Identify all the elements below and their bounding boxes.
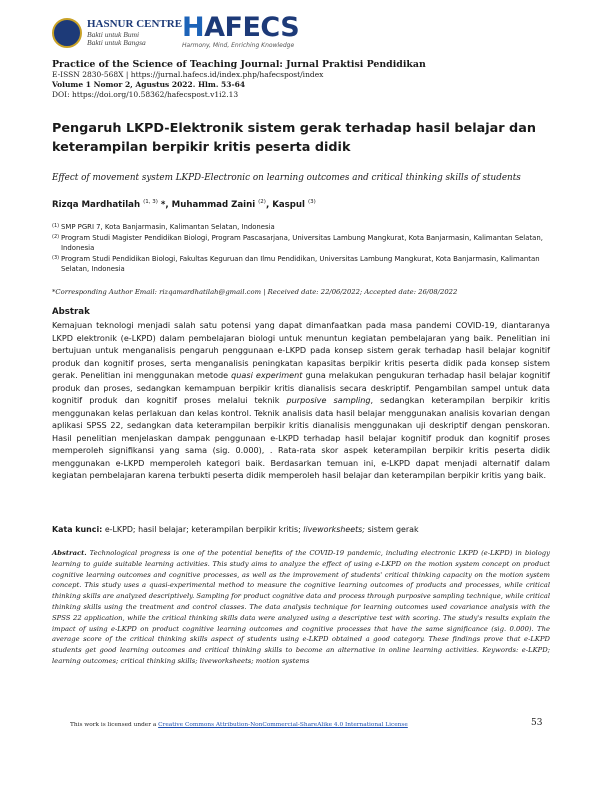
affiliation-text: Program Studi Magister Pendidikan Biologi, Program Pascasarjana, Universitas Lambung Mangkurat, Kota Banjarmasin, Kalimantan Selatan, Indonesia xyxy=(61,233,543,252)
keywords-italic: liveworksheets; xyxy=(303,525,365,534)
keywords-text: e-LKPD; hasil belajar; keterampilan berpikir kritis; xyxy=(102,525,304,534)
article-title: Pengaruh LKPD-Elektronik sistem gerak terhadap hasil belajar dan keterampilan berpikir kritis peserta didik xyxy=(52,121,536,155)
hasnur-logo-tagline-1: Bakti untuk Bumi xyxy=(87,29,140,39)
abstract-indonesian xyxy=(52,319,550,482)
journal-issn: E-ISSN 2830-568X | https://jurnal.hafecs.id/index.php/hafecspost/index xyxy=(52,70,324,79)
abstract-id-text: Kemajuan teknologi menjadi salah satu potensi yang dapat dimanfaatkan pada masa pandemi COVID-19, diantaranya LKPD elektronik (e-LKPD) dalam pembelajaran biologi untuk menuntun kegiatan pembelajaran yang baik. Penelitian ini bertujuan untuk menganalisis pengaruh penggunaan e-LKPD pada konsep sistem gerak terhadap hasil belajar kognitif produk dan kognitif proses, serta menganalisis peningkatan kapasitas berpikir kritis peserta didik pada konsep sistem gerak. Penelitian ini menggunakan metode xyxy=(52,320,550,380)
hasnur-seal-icon xyxy=(52,18,82,48)
abstract-id-italic: purposive sampling xyxy=(286,395,371,405)
page-number: 53 xyxy=(531,718,543,728)
affiliation-item xyxy=(52,233,552,254)
affiliation-text: Program Studi Pendidikan Biologi, Fakultas Keguruan dan Ilmu Pendidikan, Universitas Lambung Mangkurat, Kota Banjarmasin, Kalimantan Selatan, Indonesia xyxy=(61,254,540,273)
affiliation-list xyxy=(52,222,552,275)
journal-info xyxy=(52,60,552,100)
journal-title: Practice of the Science of Teaching Journal: Jurnal Praktisi Pendidikan xyxy=(52,59,426,70)
affiliation-item xyxy=(52,254,552,275)
page-header xyxy=(52,14,552,62)
author-affil-ref: (3) xyxy=(308,199,316,205)
license-footer xyxy=(70,722,408,728)
hasnur-logo-name: HASNUR CENTRE xyxy=(87,18,183,31)
abstract-heading: Abstrak xyxy=(52,307,90,317)
journal-doi: DOI: https://doi.org/10.58362/hafecspost.v1i2.13 xyxy=(52,90,239,99)
affiliation-item xyxy=(52,222,552,233)
abstract-english xyxy=(52,548,550,667)
author-name: Kaspul xyxy=(272,199,305,210)
keywords-label: Kata kunci: xyxy=(52,525,103,534)
author-name: Muhammad Zaini xyxy=(171,199,256,210)
author-name: Rizqa Mardhatilah xyxy=(52,199,141,210)
hafecs-logo xyxy=(182,14,299,49)
abstract-en-text: Technological progress is one of the potential benefits of the COVID-19 pandemic, including electronic LKPD (e-LKPD) in biology learning to guide suitable learning activities. This study aims to analyze the effect of using e-LKPD on the motion system concept on product cognitive learning outcomes and cognitive processes, as well as the improvement of students' critical thinking capacity on the motion system concept. This study uses a quasi-experimental method to measure the cognitive learning outcomes of products and processes, while critical thinking skills are analyzed descriptively. Sampling for product cognitive data and process through purposive sampling technique, while critical thinking skills using the treatment and control classes. The data analysis technique for learning outcomes used covariance analysis with the SPSS 22 application, while the critical thinking skills data were analyzed using a descriptive test with scoring. The study's results explain the impact of using e-LKPD on product cognitive learning outcomes and cognitive processes that have the same significance (sig. 0.000). The average score of the critical thinking skills aspect of students using e-LKPD obtained a good category. These findings prove that e-LKPD students get good learning outcomes and critical thinking skills to become an alternative in online learning activities. Keywords: e-LKPD; learning outcomes; critical thinking skills; liveworksheets; motion systems xyxy=(52,549,550,665)
hafecs-logo-tagline: Harmony, Mind, Enriching Knowledge xyxy=(182,42,295,49)
affiliation-text: SMP PGRI 7, Kota Banjarmasin, Kalimantan Selatan, Indonesia xyxy=(61,223,275,231)
keywords xyxy=(52,525,552,534)
hasnur-centre-logo xyxy=(52,18,182,48)
abstract-en-label: Abstract. xyxy=(52,549,87,557)
keywords-text: sistem gerak xyxy=(364,525,419,534)
corresponding-mark: * xyxy=(157,199,166,210)
hafecs-logo-mark: HAFECS xyxy=(182,12,300,43)
abstract-id-text: guna melakukan pengukuran terhadap hasil belajar kognitif produk dan proses, sedangkan kemampuan berpikir kritis dianalisis secara deskriptif. Pengambilan sampel untuk data kognitif produk dan kognitif proses melalui teknik xyxy=(52,370,550,405)
author-list: Rizqa Mardhatilah $^{(1, 3)}$ *, Muhammad Zaini $^{(2)}$, Kaspul $^{(3)}$ xyxy=(52,199,316,210)
affiliation-number: (2) xyxy=(52,233,60,240)
abstract-id-text: , sedangkan keterampilan berpikir kritis menggunakan kelas perlakuan dan kelas kontrol. Teknik analisis data hasil belajar menggunakan analisis kovarian dengan aplikasi SPSS 22, sedangkan data keterampilan berpikir kritis dianalisis menggunakan uji deskriptif dengan penskoran. Hasil penelitian menjelaskan dampak penggunaan e-LKPD terhadap hasil belajar kognitif produk dan kognitif proses memperoleh signifikansi yang sama (sig. 0.000), . Rata-rata skor aspek keterampilan berpikir kritis peserta didik menggunakan e-LKPD memperoleh kategori baik. Berdasarkan temuan ini, e-LKPD dapat menjadi alternatif dalam kegiatan pembelajaran karena terbukti peserta didik memperoleh hasil belajar dan keterampilan berpikir kritis yang baik. xyxy=(52,395,550,480)
journal-volume: Volume 1 Nomor 2, Agustus 2022. Hlm. 53-64 xyxy=(52,80,246,89)
corresponding-author-info: *Corresponding Author Email: rizqamardhatilah@gmail.com | Received date: 22/06/2022; Accepted date: 26/08/2022 xyxy=(52,288,458,296)
author-affil-ref: (2) xyxy=(258,199,266,205)
license-prefix: This work is licensed under a xyxy=(70,722,159,728)
affiliation-number: (1) xyxy=(52,223,60,229)
article-title-english: Effect of movement system LKPD-Electronic on learning outcomes and critical thinking skills of students xyxy=(52,173,521,183)
affiliation-number: (3) xyxy=(52,254,60,261)
author-affil-ref: (1, 3) xyxy=(143,199,158,205)
abstract-id-italic: quasi experiment xyxy=(231,370,303,380)
license-link[interactable]: Creative Commons Attribution-NonCommercial-ShareAlike 4.0 International License xyxy=(158,722,408,728)
hasnur-logo-tagline-2: Bakti untuk Bangsa xyxy=(87,37,146,47)
